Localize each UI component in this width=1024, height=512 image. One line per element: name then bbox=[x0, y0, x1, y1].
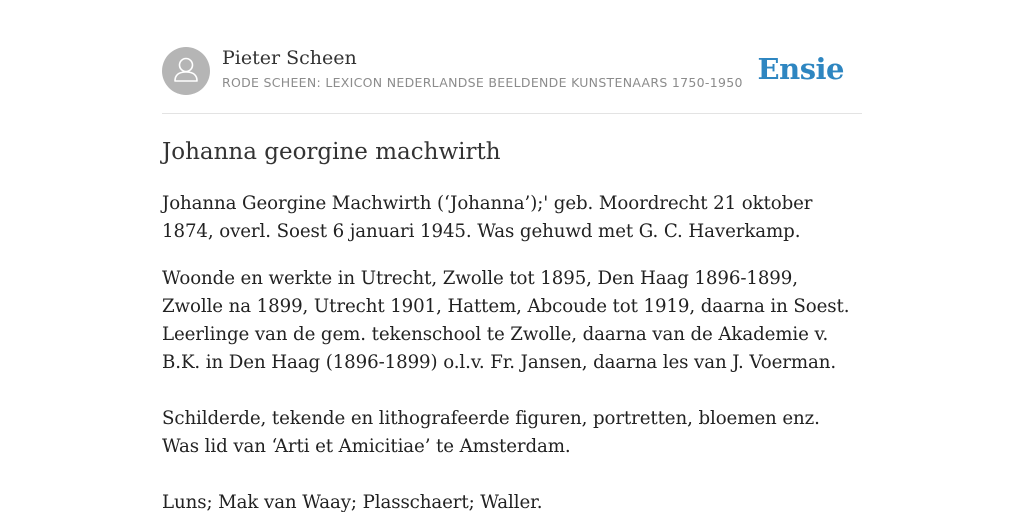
article-title: Johanna georgine machwirth bbox=[162, 139, 501, 165]
user-icon bbox=[162, 47, 210, 95]
author-name[interactable]: Pieter Scheen bbox=[222, 47, 357, 69]
paragraph-sources: Luns; Mak van Waay; Plasschaert; Waller. bbox=[162, 492, 543, 512]
header-divider bbox=[162, 113, 862, 114]
article-body bbox=[162, 190, 862, 512]
avatar[interactable] bbox=[162, 47, 210, 95]
ensie-logo[interactable]: Ensie bbox=[757, 52, 844, 86]
article-header bbox=[162, 46, 862, 96]
paragraph: Woonde en werkte in Utrecht, Zwolle tot 1895, Den Haag 1896-1899, Zwolle na 1899, Utrecht 1901, Hattem, Abcoude tot 1919, daarna in Soest. Leerlinge van de gem. tekenschool te Zwolle, daarna van de Akademie v. B.K. in Den Haag (1896-1899) o.l.v. Fr. Jansen, daarna les van J. Voerman. bbox=[162, 268, 850, 373]
source-title[interactable]: RODE SCHEEN: LEXICON NEDERLANDSE BEELDENDE KUNSTENAARS 1750-1950 bbox=[222, 75, 743, 90]
paragraph: Schilderde, tekende en lithografeerde figuren, portretten, bloemen enz. Was lid van ‘Arti et Amicitiae’ te Amsterdam. bbox=[162, 408, 820, 457]
paragraph: Johanna Georgine Machwirth (‘Johanna’);' geb. Moordrecht 21 oktober 1874, overl. Soest 6 januari 1945. Was gehuwd met G. C. Haverkamp. bbox=[162, 193, 813, 242]
